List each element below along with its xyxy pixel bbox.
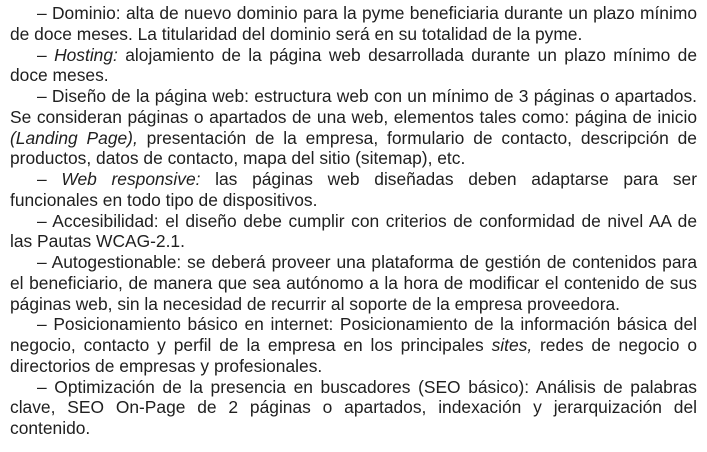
text-run: alojamiento de la página web desarrollada durante un plazo mínimo de xyxy=(117,44,697,65)
text-run: doce meses. xyxy=(10,65,109,86)
text-line xyxy=(10,45,697,66)
text-run: funcionales en todo tipo de dispositivos. xyxy=(10,189,318,210)
text-line xyxy=(10,169,697,190)
text-run: – Accesibilidad: el diseño debe cumplir con criterios de conformidad de nivel AA de xyxy=(37,210,697,231)
text-line xyxy=(10,107,697,128)
document-text xyxy=(10,3,697,439)
text-line xyxy=(10,24,697,45)
paragraph-seo-basico xyxy=(10,377,697,439)
text-run: contenido. xyxy=(10,418,91,438)
paragraph-posicionamiento-basico xyxy=(10,314,697,376)
paragraph-hosting xyxy=(10,45,697,87)
text-line xyxy=(10,314,697,335)
text-line xyxy=(10,418,697,439)
text-run: – Dominio: alta de nuevo dominio para la pyme beneficiaria durante un plazo mínimo xyxy=(37,3,697,23)
italic-text-run: (Landing Page), xyxy=(10,127,138,148)
text-line xyxy=(10,273,697,294)
text-run: las páginas web diseñadas deben adaptarse para ser xyxy=(200,169,697,189)
text-run: Se consideran páginas o apartados de una web, elementos tales como: página de inicio xyxy=(10,106,697,127)
text-run: – Posicionamiento básico en internet: Posicionamiento de la información básica del xyxy=(37,314,697,335)
text-line xyxy=(10,252,697,273)
text-line xyxy=(10,356,697,377)
text-line xyxy=(10,86,697,107)
text-run: – Autogestionable: se deberá proveer una plataforma de gestión de contenidos para xyxy=(37,252,697,272)
text-run: – xyxy=(37,44,55,65)
text-run: páginas web, sin la necesidad de recurrir al soporte de la empresa proveedora. xyxy=(10,293,620,314)
text-run: productos, datos de contacto, mapa del sitio (sitemap), etc. xyxy=(10,148,466,169)
paragraph-dominio xyxy=(10,3,697,45)
italic-text-run: sites, xyxy=(491,335,533,355)
text-line xyxy=(10,335,697,356)
text-run: clave, SEO On-Page de 2 páginas o apartados, indexación y jerarquización del xyxy=(10,397,697,418)
text-line xyxy=(10,148,697,169)
italic-text-run: Web responsive: xyxy=(61,169,201,189)
text-run: negocio, contacto y perfil de la empresa en los principales xyxy=(10,335,492,355)
text-run: presentación de la empresa, formulario de contacto, descripción de xyxy=(137,127,697,148)
text-run: de doce meses. La titularidad del dominio será en su totalidad de la pyme. xyxy=(10,23,583,44)
text-line xyxy=(10,128,697,149)
italic-text-run: Hosting: xyxy=(54,44,118,65)
text-line xyxy=(10,3,697,24)
paragraph-autogestionable xyxy=(10,252,697,314)
text-run: – Optimización de la presencia en buscadores (SEO básico): Análisis de palabras xyxy=(37,376,697,397)
text-run: directorios de empresas y profesionales. xyxy=(10,355,323,376)
paragraph-web-responsive xyxy=(10,169,697,211)
paragraph-diseno-pagina-web xyxy=(10,86,697,169)
text-line xyxy=(10,231,697,252)
text-line xyxy=(10,211,697,232)
text-run: – xyxy=(37,169,62,189)
text-run: redes de negocio o xyxy=(532,335,697,355)
text-run: el beneficiario, de manera que sea autónomo a la hora de modificar el contenido de sus xyxy=(10,272,697,293)
text-line xyxy=(10,294,697,315)
text-run: – Diseño de la página web: estructura web con un mínimo de 3 páginas o apartados. xyxy=(37,86,697,106)
text-line xyxy=(10,65,697,86)
text-line xyxy=(10,397,697,418)
text-run: las Pautas WCAG-2.1. xyxy=(10,231,185,252)
text-line xyxy=(10,190,697,211)
text-line xyxy=(10,377,697,398)
paragraph-accesibilidad xyxy=(10,211,697,253)
